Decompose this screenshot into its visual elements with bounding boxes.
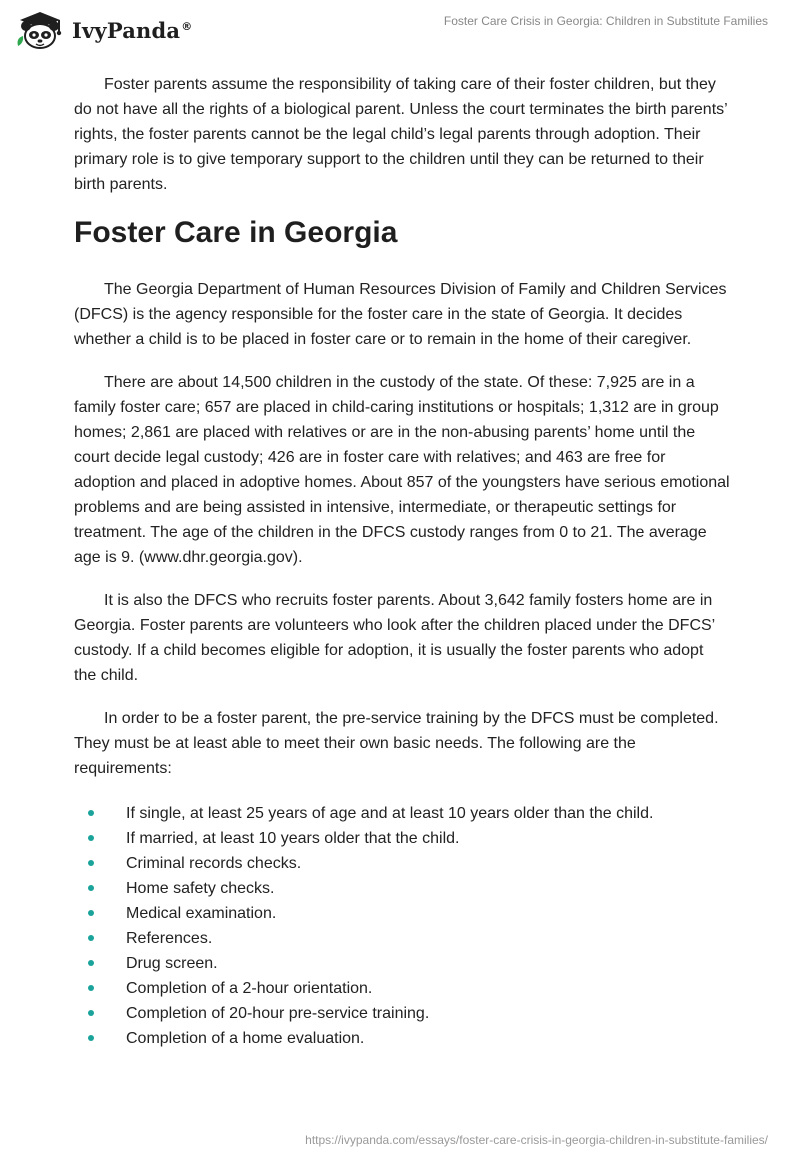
ivypanda-logo[interactable] bbox=[14, 10, 192, 50]
list-item: If single, at least 25 years of age and at least 10 years older than the child. bbox=[74, 801, 730, 826]
article-body bbox=[74, 72, 730, 1051]
bullet-icon bbox=[88, 1035, 94, 1041]
list-item: Completion of a home evaluation. bbox=[74, 1026, 730, 1051]
list-item: If married, at least 10 years older that the child. bbox=[74, 826, 730, 851]
list-item: References. bbox=[74, 926, 730, 951]
page-header bbox=[0, 0, 800, 60]
requirements-list bbox=[74, 801, 730, 1051]
paragraph-dfcs-agency: The Georgia Department of Human Resources Division of Family and Children Services (DFCS) is the agency responsible for the foster care in the state of Georgia. It decides whether a child is to be placed in foster care or to remain in the home of their caregiver. bbox=[74, 281, 727, 348]
bullet-icon bbox=[88, 960, 94, 966]
bullet-icon bbox=[88, 835, 94, 841]
bullet-icon bbox=[88, 885, 94, 891]
section-heading: Foster Care in Georgia bbox=[74, 216, 398, 249]
paragraph-foster-recruitment: It is also the DFCS who recruits foster parents. About 3,642 family fosters home are in Georgia. Foster parents are volunteers who look after the children placed under the DFCS’ custody. If a child becomes eligible for adoption, it is usually the foster parents who adopt the child. bbox=[74, 592, 715, 684]
list-item: Home safety checks. bbox=[74, 876, 730, 901]
document-title: Foster Care Crisis in Georgia: Children in Substitute Families bbox=[443, 14, 768, 28]
list-item: Criminal records checks. bbox=[74, 851, 730, 876]
bullet-icon bbox=[88, 810, 94, 816]
bullet-icon bbox=[88, 985, 94, 991]
bullet-icon bbox=[88, 910, 94, 916]
list-item: Completion of a 2-hour orientation. bbox=[74, 976, 730, 1001]
intro-paragraph: Foster parents assume the responsibility of taking care of their foster children, but they do not have all the rights of a biological parent. Unless the court terminates the birth parents’ rights, the foster parents cannot be the legal child’s legal parents through adoption. Their primary role is to give temporary support to the children until they can be returned to their birth parents. bbox=[74, 76, 728, 193]
paragraph-requirements-intro: In order to be a foster parent, the pre-service training by the DFCS must be completed. They must be at least able to meet their own basic needs. The following are the requirements: bbox=[74, 710, 719, 777]
bullet-icon bbox=[88, 860, 94, 866]
list-item: Completion of 20-hour pre-service training. bbox=[74, 1001, 730, 1026]
list-item: Drug screen. bbox=[74, 951, 730, 976]
bullet-icon bbox=[88, 935, 94, 941]
brand-name: IvyPanda® bbox=[72, 17, 193, 43]
list-item: Medical examination. bbox=[74, 901, 730, 926]
source-url[interactable]: https://ivypanda.com/essays/foster-care-crisis-in-georgia-children-in-substitute-families/ bbox=[305, 1133, 768, 1147]
bullet-icon bbox=[88, 1010, 94, 1016]
panda-graduate-icon bbox=[14, 10, 66, 50]
paragraph-custody-statistics: There are about 14,500 children in the custody of the state. Of these: 7,925 are in a family foster care; 657 are placed in child-caring institutions or hospitals; 1,312 are in group homes; 2,861 are placed with relatives or are in the non-abusing parents’ home until the court decide legal custody; 426 are in foster care with relatives; and 463 are free for adoption and placed in adoptive homes. About 857 of the youngsters have serious emotional problems and are being assisted in intensive, intermediate, or therapeutic settings for treatment. The age of the children in the DFCS custody ranges from 0 to 21. The average age is 9. (www.dhr.georgia.gov). bbox=[74, 374, 730, 566]
registered-mark: ® bbox=[181, 19, 193, 33]
